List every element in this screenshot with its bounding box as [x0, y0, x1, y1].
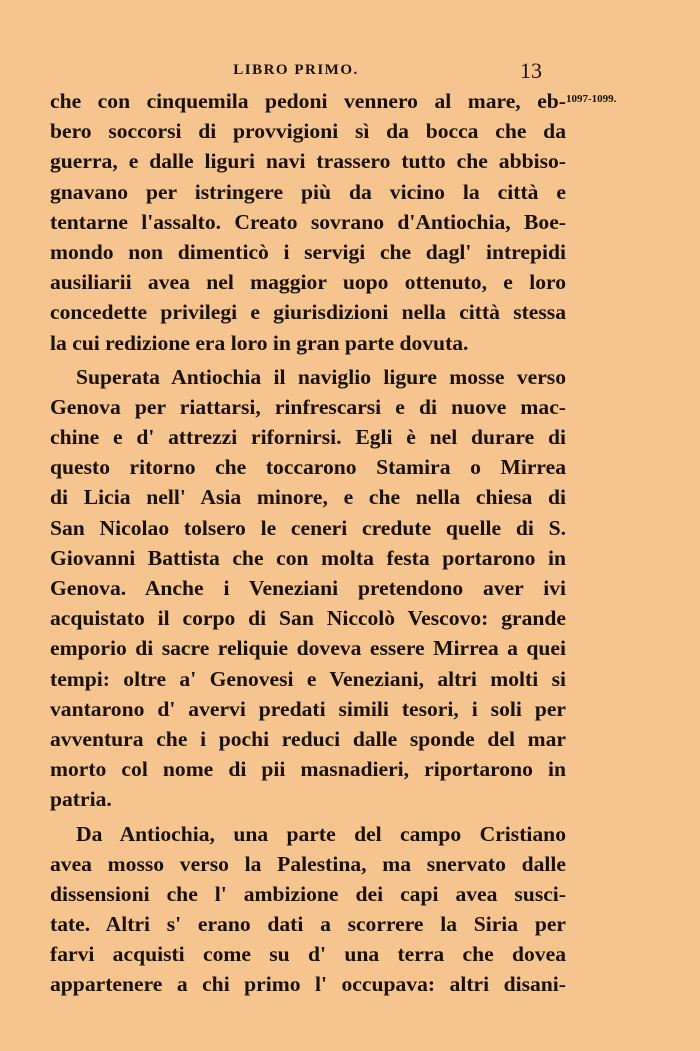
text-line: Giovanni Battista che con molta festa portarono in: [50, 545, 566, 570]
text-line: Da Antiochia, una parte del campo Cristiano: [76, 821, 566, 846]
text-line: dissensioni che l' ambizione dei capi avea susci-: [50, 881, 566, 906]
text-line: emporio di sacre reliquie doveva essere Mirrea a quei: [50, 636, 566, 661]
paragraph: [50, 86, 566, 358]
paragraph: [50, 362, 566, 815]
text-line: chine e d' attrezzi rifornirsi. Egli è nel durare di: [50, 425, 566, 450]
text-line: patria.: [50, 787, 112, 812]
paragraph: [50, 819, 566, 1000]
text-line: di Licia nell' Asia minore, e che nella chiesa di: [50, 485, 566, 510]
text-line: Genova. Anche i Veneziani pretendono aver ivi: [50, 576, 566, 600]
text-line: guerra, e dalle liguri navi trassero tutto che abbiso-: [50, 149, 566, 174]
text-line: avventura che i pochi reduci dalle sponde del mar: [50, 726, 566, 751]
text-line: concedette privilegi e giurisdizioni nella città stessa: [50, 300, 566, 325]
text-line: San Nicolao tolsero le ceneri credute quelle di S.: [50, 515, 566, 540]
page-header: [50, 58, 542, 86]
text-line: vantarono d' avervi predati simili tesori, i soli per: [50, 696, 566, 721]
text-line: ausiliarii avea nel maggior uopo ottenuto, e loro: [50, 270, 566, 295]
text-line: acquistato il corpo di San Niccolò Vescovo: grande: [50, 606, 566, 631]
text-line: questo ritorno che toccarono Stamira o Mirrea: [50, 455, 566, 480]
text-line: bero soccorsi di provvigioni sì da bocca che da: [50, 119, 566, 144]
text-line: farvi acquisti come su d' una terra che dovea: [50, 942, 566, 967]
text-line: morto col nome di pii masnadieri, riportarono in: [50, 757, 566, 782]
running-title: LIBRO PRIMO.: [233, 62, 359, 78]
text-line: tate. Altri s' erano dati a scorrere la Siria per: [50, 912, 566, 937]
text-line: Superata Antiochia il naviglio ligure mosse verso: [76, 364, 566, 389]
text-line: Genova per riattarsi, rinfrescarsi e di nuove mac-: [50, 394, 566, 419]
text-line: tentarne l'assalto. Creato sovrano d'Antiochia, Boe-: [50, 209, 566, 234]
text-line: appartenere a chi primo l' occupava: altri disani-: [50, 972, 566, 997]
page-number: 13: [520, 58, 542, 83]
text-line: la cui redizione era loro in gran parte dovuta.: [50, 330, 469, 355]
text-line: gnavano per istringere più da vicino la città e: [50, 179, 566, 204]
margin-date-note: 1097-1099.: [566, 93, 617, 105]
text-line: mondo non dimenticò i servigi che dagl' intrepidi: [50, 239, 566, 264]
text-line: che con cinquemila pedoni vennero al mare, eb-: [50, 89, 566, 113]
text-line: avea mosso verso la Palestina, ma snervato dalle: [50, 851, 566, 876]
body-text: [50, 86, 566, 1000]
text-line: tempi: oltre a' Genovesi e Veneziani, altri molti si: [50, 666, 566, 691]
